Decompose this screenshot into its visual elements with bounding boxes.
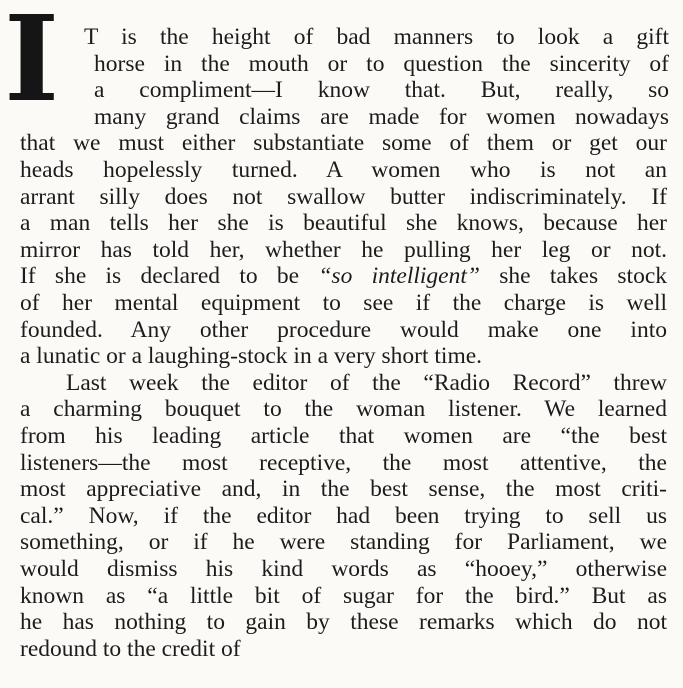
italic-quote: “so intelligent” xyxy=(318,263,480,290)
text-line: a charming bouquet to the woman listener. We learned xyxy=(20,396,667,423)
text-line: founded. Any other procedure would make one into xyxy=(20,316,667,343)
text-line: horse in the mouth or to question the sincerity of xyxy=(94,50,669,77)
text-line: he has nothing to gain by these remarks which do not xyxy=(20,609,667,636)
text-line: many grand claims are made for women nowadays xyxy=(94,103,669,130)
text-line: known as “a little bit of sugar for the bird.” But as xyxy=(20,582,667,609)
text-segment: If she is declared to be xyxy=(20,263,319,290)
text-line: of her mental equipment to see if the charge is well xyxy=(20,290,667,316)
drop-cap-letter: I xyxy=(4,0,60,128)
text-line: something, or if he were standing for Parliament, we xyxy=(20,529,667,556)
text-line: from his leading article that women are “the best xyxy=(20,423,667,449)
text-line: that we must either substantiate some of them or get our xyxy=(20,130,667,157)
text-line: would dismiss his kind words as “hooey,” otherwise xyxy=(20,556,667,582)
text-line: a lunatic or a laughing-stock in a very short time. xyxy=(20,343,483,370)
text-line: a man tells her she is beautiful she knows, because her xyxy=(20,210,667,237)
text-line: arrant silly does not swallow butter indiscriminately. If xyxy=(20,183,667,210)
text-line: listeners—the most receptive, the most attentive, the xyxy=(20,449,667,476)
text-line: T is the height of bad manners to look a gift xyxy=(84,24,669,50)
text-line: a compliment—I know that. But, really, so xyxy=(94,77,669,104)
text-segment: she takes stock xyxy=(479,263,668,290)
text-line: mirror has told her, whether he pulling her leg or not. xyxy=(20,236,667,263)
text-line: heads hopelessly turned. A women who is not an xyxy=(20,157,667,183)
text-line: Last week the editor of the “Radio Record” threw xyxy=(66,369,667,396)
text-line-with-italic xyxy=(20,261,667,291)
text-line: most appreciative and, in the best sense, the most criti- xyxy=(20,476,667,503)
text-line: cal.” Now, if the editor had been trying to sell us xyxy=(20,502,667,529)
text-line: redound to the credit of xyxy=(20,635,241,662)
